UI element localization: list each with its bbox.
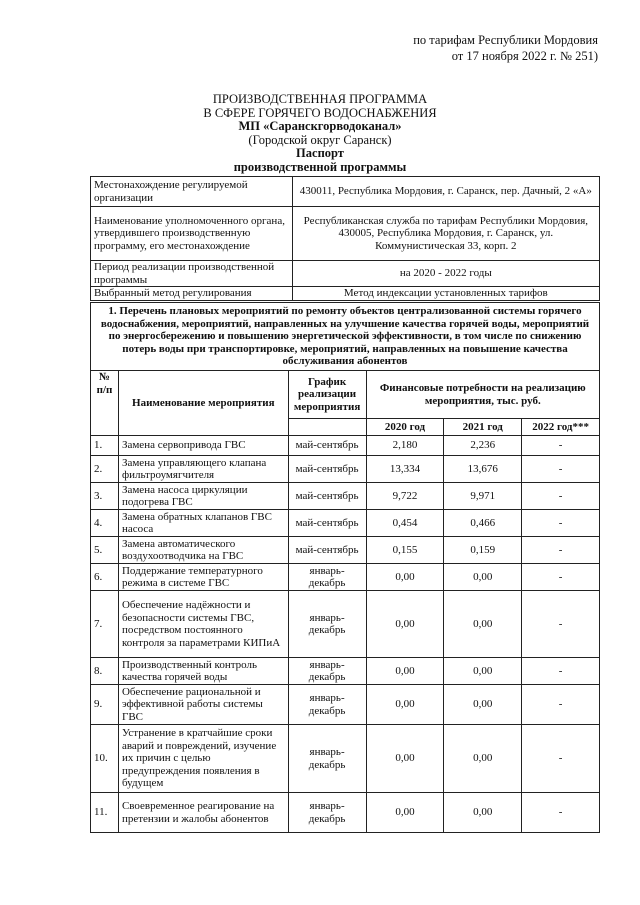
passport-label: Выбранный метод регулирования [91, 287, 293, 301]
passport-value: Метод индексации установленных тарифов [292, 287, 599, 301]
row-num: 4. [91, 510, 119, 537]
table-row [91, 564, 600, 591]
col-num-header: № п/п [91, 371, 119, 436]
row-name: Замена управляющего клапана фильтроумягчителя [118, 456, 288, 483]
row-2021: 0,00 [444, 793, 522, 833]
col-schedule-header: График реализации мероприятия [288, 371, 366, 419]
row-2020: 0,00 [366, 685, 444, 725]
row-2020: 0,00 [366, 725, 444, 793]
row-name: Замена насоса циркуляции подогрева ГВС [118, 483, 288, 510]
row-2021: 13,676 [444, 456, 522, 483]
row-2021: 0,00 [444, 725, 522, 793]
row-schedule: январь-декабрь [288, 793, 366, 833]
row-num: 2. [91, 456, 119, 483]
doc-title [0, 93, 640, 174]
row-2022: - [522, 685, 600, 725]
row-2021: 0,00 [444, 658, 522, 685]
measures-table [90, 302, 600, 833]
col-2022-header: 2022 год*** [522, 419, 600, 436]
passport-label: Местонахождение регулируемой организации [91, 177, 293, 207]
row-2022: - [522, 436, 600, 456]
row-2020: 0,155 [366, 537, 444, 564]
table-row [91, 793, 600, 833]
row-2021: 0,159 [444, 537, 522, 564]
row-2020: 0,00 [366, 793, 444, 833]
row-schedule: май-сентябрь [288, 537, 366, 564]
table-row [91, 483, 600, 510]
row-2020: 0,00 [366, 658, 444, 685]
row-name: Замена автоматического воздухоотводчика на ГВС [118, 537, 288, 564]
row-name: Своевременное реагирование на претензии и жалобы абонентов [118, 793, 288, 833]
passport-label: Период реализации производственной программы [91, 261, 293, 287]
row-2022: - [522, 456, 600, 483]
header-note-line2: от 17 ноября 2022 г. № 251) [451, 49, 598, 63]
row-2020: 0,454 [366, 510, 444, 537]
section1-title: 1. Перечень плановых мероприятий по ремонту объектов централизованной системы горячего водоснабжения, мероприятий, направленных на улучшение качества горячей воды, мероприятий по энергосбережению и повышению энергетической эффективности, в том числе по снижению потерь воды при транспортировке, мероприятий, направленных на повышение качества обслуживания абонентов [91, 303, 600, 371]
passport-row [91, 177, 600, 207]
row-schedule: май-сентябрь [288, 510, 366, 537]
table-row [91, 685, 600, 725]
col-finance-header: Финансовые потребности на реализацию мероприятия, тыс. руб. [366, 371, 599, 419]
row-name: Обеспечение рациональной и эффективной работы системы ГВС [118, 685, 288, 725]
table-row [91, 537, 600, 564]
row-num: 8. [91, 658, 119, 685]
col-name-header: Наименование мероприятия [118, 371, 288, 436]
row-schedule: январь-декабрь [288, 564, 366, 591]
row-num: 10. [91, 725, 119, 793]
row-2022: - [522, 483, 600, 510]
row-schedule: май-сентябрь [288, 436, 366, 456]
row-schedule: январь-декабрь [288, 658, 366, 685]
row-2022: - [522, 658, 600, 685]
row-2021: 0,466 [444, 510, 522, 537]
district: (Городской округ Саранск) [248, 132, 392, 147]
row-2022: - [522, 793, 600, 833]
row-2021: 9,971 [444, 483, 522, 510]
passport-row [91, 207, 600, 261]
row-schedule: январь-декабрь [288, 685, 366, 725]
row-schedule: январь-декабрь [288, 725, 366, 793]
col-2020-header: 2020 год [366, 419, 444, 436]
passport-value: 430011, Республика Мордовия, г. Саранск, пер. Дачный, 2 «А» [292, 177, 599, 207]
row-2020: 2,180 [366, 436, 444, 456]
row-name: Замена обратных клапанов ГВС насоса [118, 510, 288, 537]
row-2022: - [522, 725, 600, 793]
row-num: 7. [91, 591, 119, 658]
table-row [91, 591, 600, 658]
passport-table [90, 176, 600, 301]
row-num: 6. [91, 564, 119, 591]
row-2022: - [522, 510, 600, 537]
passport-row [91, 261, 600, 287]
col-2021-header: 2021 год [444, 419, 522, 436]
passport-row [91, 287, 600, 301]
row-2022: - [522, 537, 600, 564]
passport-value: на 2020 - 2022 годы [292, 261, 599, 287]
header-note-line1: по тарифам Республики Мордовия [413, 33, 598, 47]
row-2021: 0,00 [444, 564, 522, 591]
table-row [91, 436, 600, 456]
passport-label: Наименование уполномоченного органа, утвердившего производственную программу, его местонахождение [91, 207, 293, 261]
row-schedule: май-сентябрь [288, 483, 366, 510]
header-note [413, 32, 598, 64]
org-name: МП «Саранскгорводоканал» [238, 119, 402, 133]
row-name: Производственный контроль качества горячей воды [118, 658, 288, 685]
row-num: 1. [91, 436, 119, 456]
row-name: Замена сервопривода ГВС [118, 436, 288, 456]
row-2022: - [522, 591, 600, 658]
header-row [91, 371, 600, 419]
passport-heading: Паспорт [296, 146, 344, 160]
row-2020: 9,722 [366, 483, 444, 510]
row-name: Обеспечение надёжности и безопасности системы ГВС, посредством постоянного контроля за параметрами КИПиА [118, 591, 288, 658]
passport-value: Республиканская служба по тарифам Республики Мордовия, 430005, Республика Мордовия, г. Саранск, ул. Коммунистическая 33, корп. 2 [292, 207, 599, 261]
row-num: 9. [91, 685, 119, 725]
row-2020: 0,00 [366, 591, 444, 658]
row-2021: 2,236 [444, 436, 522, 456]
title-line2: В СФЕРЕ ГОРЯЧЕГО ВОДОСНАБЖЕНИЯ [203, 105, 437, 120]
table-row [91, 725, 600, 793]
row-2021: 0,00 [444, 591, 522, 658]
row-num: 3. [91, 483, 119, 510]
table-row [91, 456, 600, 483]
row-2020: 13,334 [366, 456, 444, 483]
table-row [91, 510, 600, 537]
row-name: Устранение в кратчайшие сроки аварий и повреждений, изучение их причин с целью предупреждения появления в будущем [118, 725, 288, 793]
empty-cell [288, 419, 366, 436]
table-row [91, 658, 600, 685]
title-line1: ПРОИЗВОДСТВЕННАЯ ПРОГРАММА [212, 92, 428, 106]
row-2021: 0,00 [444, 685, 522, 725]
passport-subheading: производственной программы [233, 159, 407, 174]
row-2020: 0,00 [366, 564, 444, 591]
row-2022: - [522, 564, 600, 591]
row-name: Поддержание температурного режима в системе ГВС [118, 564, 288, 591]
row-schedule: май-сентябрь [288, 456, 366, 483]
section-title-row [91, 303, 600, 371]
row-schedule: январь-декабрь [288, 591, 366, 658]
row-num: 5. [91, 537, 119, 564]
row-num: 11. [91, 793, 119, 833]
